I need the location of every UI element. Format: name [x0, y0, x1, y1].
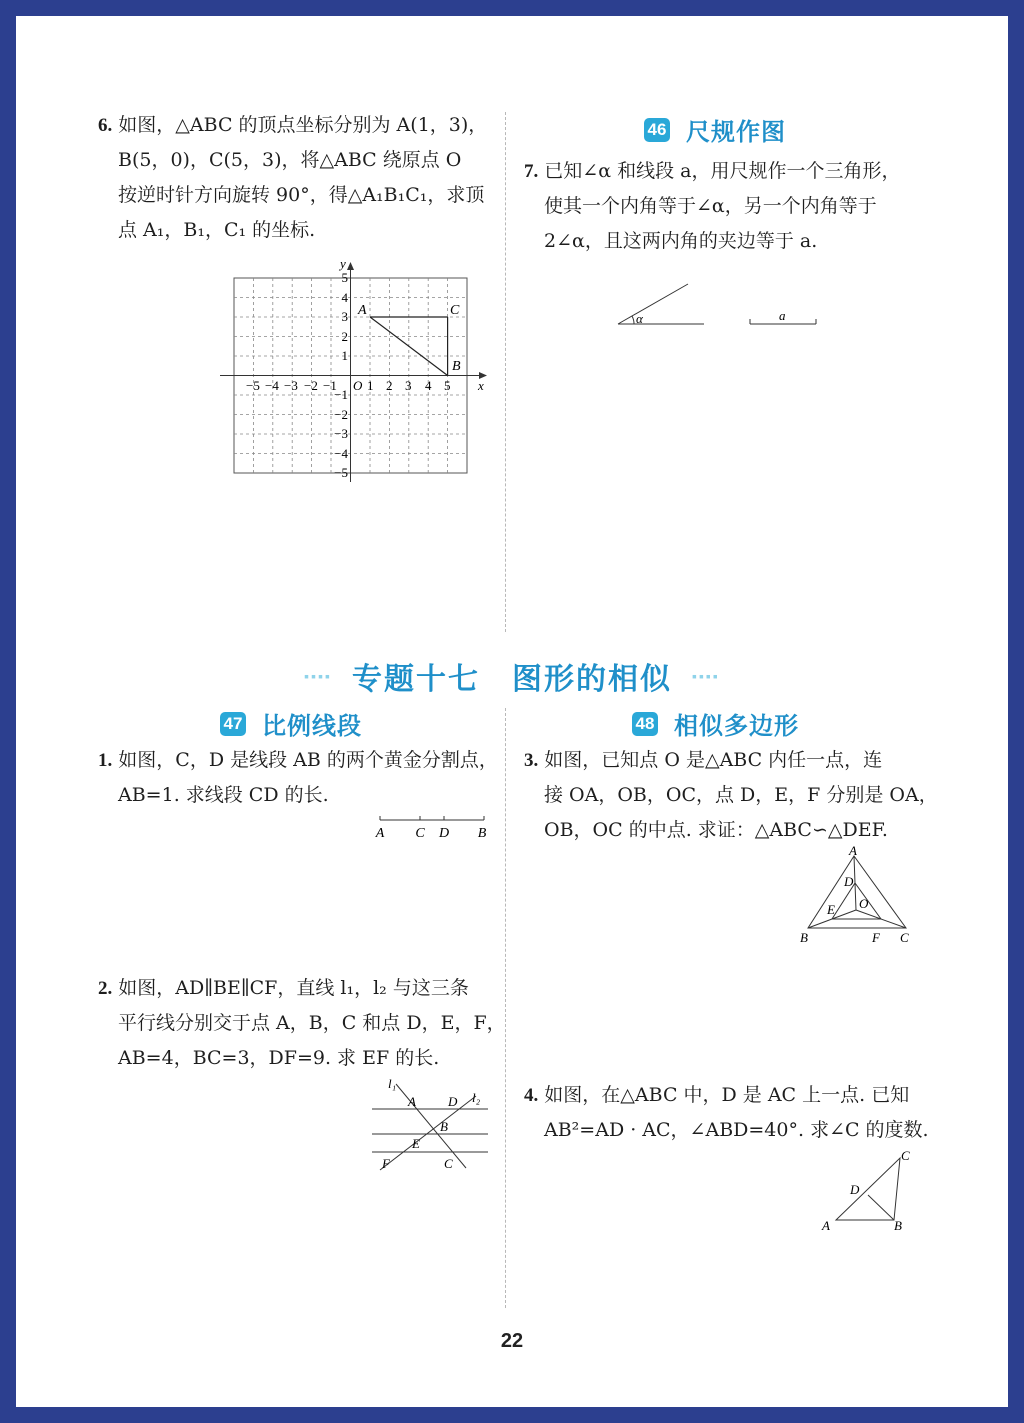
- section-47-header: [220, 706, 362, 741]
- x-tick-label: 3: [405, 378, 412, 393]
- x-tick-label: 5: [444, 378, 451, 393]
- question-text-line: 使其一个内角等于∠α，另一个内角等于: [544, 195, 877, 217]
- question-text-line: AB=4，BC=3，DF=9. 求 EF 的长.: [118, 1047, 440, 1069]
- x-tick-label: −3: [284, 378, 298, 393]
- angle-arc: [632, 316, 634, 324]
- similar-triangles-figure: [800, 846, 918, 946]
- point-label: B: [440, 1119, 448, 1134]
- y-tick-label: 4: [341, 290, 348, 305]
- section-46-header: [644, 112, 786, 147]
- point-label: B: [894, 1218, 902, 1233]
- y-axis-arrow: [347, 262, 354, 270]
- point-label: A: [849, 846, 857, 858]
- angle-and-segment-figure: [612, 278, 822, 328]
- point-label: A: [408, 1094, 416, 1109]
- question-text-line: OB，OC 的中点. 求证：△ABC∽△DEF.: [544, 819, 888, 841]
- triangle-abc: [808, 856, 906, 928]
- point-label-a: A: [358, 303, 367, 318]
- point-label: E: [827, 902, 835, 917]
- point-label: D: [844, 874, 854, 889]
- angle-alpha-label: α: [636, 311, 643, 326]
- golden-section-labels: [375, 826, 487, 840]
- x-tick-label: 1: [367, 378, 374, 393]
- point-label: B: [800, 930, 808, 945]
- y-tick-label: −1: [334, 387, 348, 402]
- question-text-line: AB=1. 求线段 CD 的长.: [118, 784, 329, 806]
- section-number-badge: 48: [632, 712, 658, 736]
- point-label: O: [859, 896, 869, 911]
- x-tick-label: −5: [246, 378, 260, 393]
- question-text-line: 平行线分别交于点 A，B，C 和点 D，E，F，: [118, 1012, 506, 1034]
- banner-decoration: ▪▪▪▪: [304, 668, 332, 684]
- question-text-line: 如图，已知点 O 是△ABC 内任一点，连: [544, 749, 883, 771]
- section-48-header: [632, 706, 799, 741]
- coordinate-grid-figure: [216, 252, 506, 482]
- point-label: F: [382, 1156, 390, 1171]
- point-label: C: [444, 1156, 453, 1171]
- x-tick-label: 4: [425, 378, 432, 393]
- y-tick-label: −4: [334, 446, 348, 461]
- point-label: E: [412, 1136, 420, 1151]
- x-tick-label: −1: [323, 378, 337, 393]
- question-number: 7.: [524, 161, 539, 182]
- x-axis-label: x: [478, 378, 484, 393]
- question-number: 2.: [98, 978, 113, 999]
- question-7: [524, 154, 924, 259]
- question-text-line: 2∠α，且这两内角的夹边等于 a.: [544, 230, 818, 252]
- point-label: C: [900, 930, 909, 945]
- y-tick-label: 3: [341, 309, 348, 324]
- segment-ab: [370, 317, 448, 376]
- y-tick-label: −3: [334, 426, 348, 441]
- point-label: A: [822, 1218, 830, 1233]
- page-number: 22: [500, 1330, 524, 1352]
- question-text-line: 如图，AD∥BE∥CF，直线 l₁，l₂ 与这三条: [118, 977, 469, 999]
- section-number-badge: 46: [644, 118, 670, 142]
- angle-slant-ray: [618, 284, 688, 324]
- section-title: 尺规作图: [686, 119, 786, 146]
- point-label-b: B: [452, 359, 461, 374]
- point-label-c: C: [450, 303, 460, 318]
- y-tick-label: 2: [341, 329, 348, 344]
- worksheet-page: [16, 16, 1008, 1407]
- origin-label: O: [353, 378, 363, 393]
- line-label-l1: l₁: [388, 1076, 397, 1091]
- question-1: [98, 743, 498, 813]
- question-text-line: 按逆时针方向旋转 90°，得△A₁B₁C₁，求顶: [118, 184, 485, 206]
- point-label: B: [477, 826, 487, 840]
- y-tick-label: −2: [334, 407, 348, 422]
- point-label: C: [415, 826, 425, 840]
- question-text-line: 已知∠α 和线段 a，用尺规作一个三角形，: [544, 160, 901, 182]
- question-text-line: 如图，在△ABC 中，D 是 AC 上一点. 已知: [544, 1084, 910, 1106]
- line-l2: [380, 1096, 476, 1170]
- question-text-line: 如图，C，D 是线段 AB 的两个黄金分割点，: [118, 749, 498, 771]
- segment-bd: [868, 1195, 894, 1220]
- section-title: 比例线段: [262, 713, 362, 740]
- question-number: 1.: [98, 750, 113, 771]
- question-6: [98, 108, 498, 248]
- question-number: 4.: [524, 1085, 539, 1106]
- line-label-l2: l₂: [472, 1090, 481, 1105]
- question-text-line: 点 A₁，B₁，C₁ 的坐标.: [118, 219, 316, 241]
- point-label: D: [438, 826, 450, 840]
- point-label: D: [850, 1182, 860, 1197]
- question-number: 6.: [98, 115, 113, 136]
- parallel-figure-labels: [381, 1076, 481, 1171]
- segment-a-label: a: [779, 308, 786, 323]
- question-3: [524, 743, 938, 848]
- question-text-line: AB²=AD · AC，∠ABD=40°. 求∠C 的度数.: [544, 1119, 929, 1141]
- question-text-line: B(5，0)，C(5，3)，将△ABC 绕原点 O: [118, 149, 462, 171]
- triangle-abc: [836, 1158, 900, 1220]
- x-tick-label: −2: [304, 378, 318, 393]
- y-tick-label: −5: [334, 465, 348, 480]
- x-tick-label: 2: [386, 378, 393, 393]
- parallel-lines-figure: [368, 1072, 492, 1176]
- section-number-badge: 47: [220, 712, 246, 736]
- question-text-line: 如图，△ABC 的顶点坐标分别为 A(1，3)，: [118, 114, 488, 136]
- point-label: A: [375, 826, 385, 840]
- point-label: F: [872, 930, 880, 945]
- question-2: [98, 971, 506, 1076]
- triangle-abc-figure: [816, 1146, 920, 1234]
- triangle-def: [832, 883, 881, 919]
- banner-decoration: ▪▪▪▪: [692, 668, 720, 684]
- y-tick-label: 5: [341, 270, 348, 285]
- x-tick-label: −4: [265, 378, 279, 393]
- golden-section-figure: [372, 812, 492, 840]
- section-title: 相似多边形: [674, 713, 799, 740]
- y-axis-label: y: [340, 256, 346, 271]
- point-label: D: [448, 1094, 458, 1109]
- x-tick-labels: [246, 378, 451, 393]
- question-text-line: 接 OA，OB，OC，点 D，E，F 分别是 OA，: [544, 784, 938, 806]
- question-number: 3.: [524, 750, 539, 771]
- question-4: [524, 1078, 929, 1148]
- point-label: C: [901, 1148, 910, 1163]
- y-tick-label: 1: [341, 348, 348, 363]
- topic-title: 专题十七 图形的相似: [352, 663, 672, 696]
- topic-banner: [16, 654, 1008, 698]
- column-divider: [505, 112, 506, 632]
